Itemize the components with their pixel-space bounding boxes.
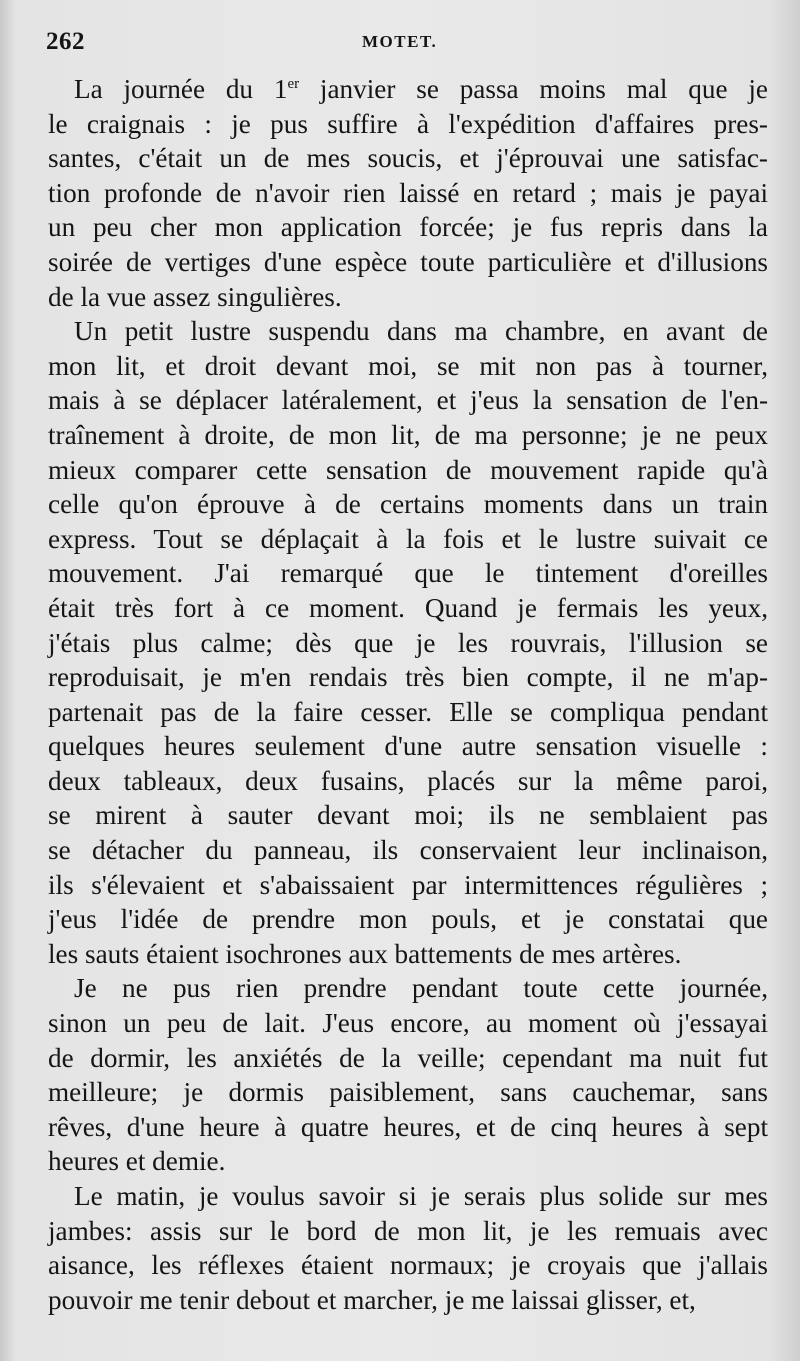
text-line: reproduisait, je m'en rendais très bien compte, il ne m'ap- xyxy=(48,662,768,693)
text-line: jambes: assis sur le bord de mon lit, je les remuais avec xyxy=(48,1215,768,1246)
text-line: Je ne pus rien prendre pendant toute cette journée, xyxy=(74,973,768,1004)
text-line xyxy=(48,72,768,107)
text-line: partenait pas de la faire cesser. Elle se compliqua pendant xyxy=(48,696,768,727)
text-segment: janvier se passa moins mal que je xyxy=(299,74,768,104)
text-line: mais à se déplacer latéralement, et j'eus la sensation de l'en- xyxy=(48,385,768,416)
text-line: aisance, les réflexes étaient normaux; je croyais que j'allais xyxy=(48,1250,768,1281)
text-line: était très fort à ce moment. Quand je fermais les yeux, xyxy=(48,592,768,623)
running-head: MOTET. xyxy=(362,32,438,51)
text-line: Le matin, je voulus savoir si je serais plus solide sur mes xyxy=(74,1181,768,1211)
text-line: sinon un peu de lait. J'eus encore, au moment où j'essayai xyxy=(48,1008,768,1039)
paragraph xyxy=(48,72,768,314)
text-line: express. Tout se déplaçait à la fois et le lustre suivait ce xyxy=(48,523,768,554)
text-line: mouvement. J'ai remarqué que le tintement d'oreilles xyxy=(48,558,768,589)
text-line: se détacher du panneau, ils conservaient leur inclinaison, xyxy=(48,835,768,866)
text-line: traînement à droite, de mon lit, de ma personne; je ne peux xyxy=(48,419,768,450)
text-line: celle qu'on éprouve à de certains moments dans un train xyxy=(48,489,768,520)
paragraph xyxy=(48,1179,768,1317)
ordinal-superscript: er xyxy=(287,75,300,92)
text-line: santes, c'était un de mes soucis, et j'éprouvai une satisfac- xyxy=(48,143,768,174)
text-line: soirée de vertiges d'une espèce toute particulière et d'illusions xyxy=(48,246,768,277)
paragraph xyxy=(48,314,768,971)
text-line: deux tableaux, deux fusains, placés sur la même paroi, xyxy=(48,765,768,796)
text-line: ils s'élevaient et s'abaissaient par intermittences régulières ; xyxy=(48,869,768,900)
text-line: de dormir, les anxiétés de la veille; cependant ma nuit fut xyxy=(48,1042,768,1073)
text-line: mon lit, et droit devant moi, se mit non pas à tourner, xyxy=(48,350,768,381)
text-line: j'eus l'idée de prendre mon pouls, et je constatai que xyxy=(48,904,768,935)
page-header xyxy=(46,28,754,60)
body-text xyxy=(48,72,768,1317)
text-line: se mirent à sauter devant moi; ils ne semblaient pas xyxy=(48,800,768,831)
text-line: quelques heures seulement d'une autre sensation visuelle : xyxy=(48,731,768,762)
text-line: pouvoir me tenir debout et marcher, je me laissai glisser, et, xyxy=(48,1284,696,1315)
text-line: j'étais plus calme; dès que je les rouvrais, l'illusion se xyxy=(48,627,768,658)
text-segment: La journée du 1 xyxy=(74,74,288,104)
text-line: un peu cher mon application forcée; je fus repris dans la xyxy=(48,212,768,243)
text-line: les sauts étaient isochrones aux battements de mes artères. xyxy=(48,938,682,969)
paragraph xyxy=(48,971,768,1179)
text-line: heures et demie. xyxy=(48,1146,226,1177)
text-line: mieux comparer cette sensation de mouvement rapide qu'à xyxy=(48,454,768,485)
text-line: Un petit lustre suspendu dans ma chambre, en avant de xyxy=(74,316,768,347)
text-line: meilleure; je dormis paisiblement, sans cauchemar, sans xyxy=(48,1077,768,1108)
page-number: 262 xyxy=(46,28,85,55)
text-line: tion profonde de n'avoir rien laissé en retard ; mais je payai xyxy=(48,177,768,208)
text-line: le craignais : je pus suffire à l'expédition d'affaires pres- xyxy=(48,108,768,139)
text-line: rêves, d'une heure à quatre heures, et de cinq heures à sept xyxy=(48,1111,768,1142)
text-line: de la vue assez singulières. xyxy=(48,281,342,312)
